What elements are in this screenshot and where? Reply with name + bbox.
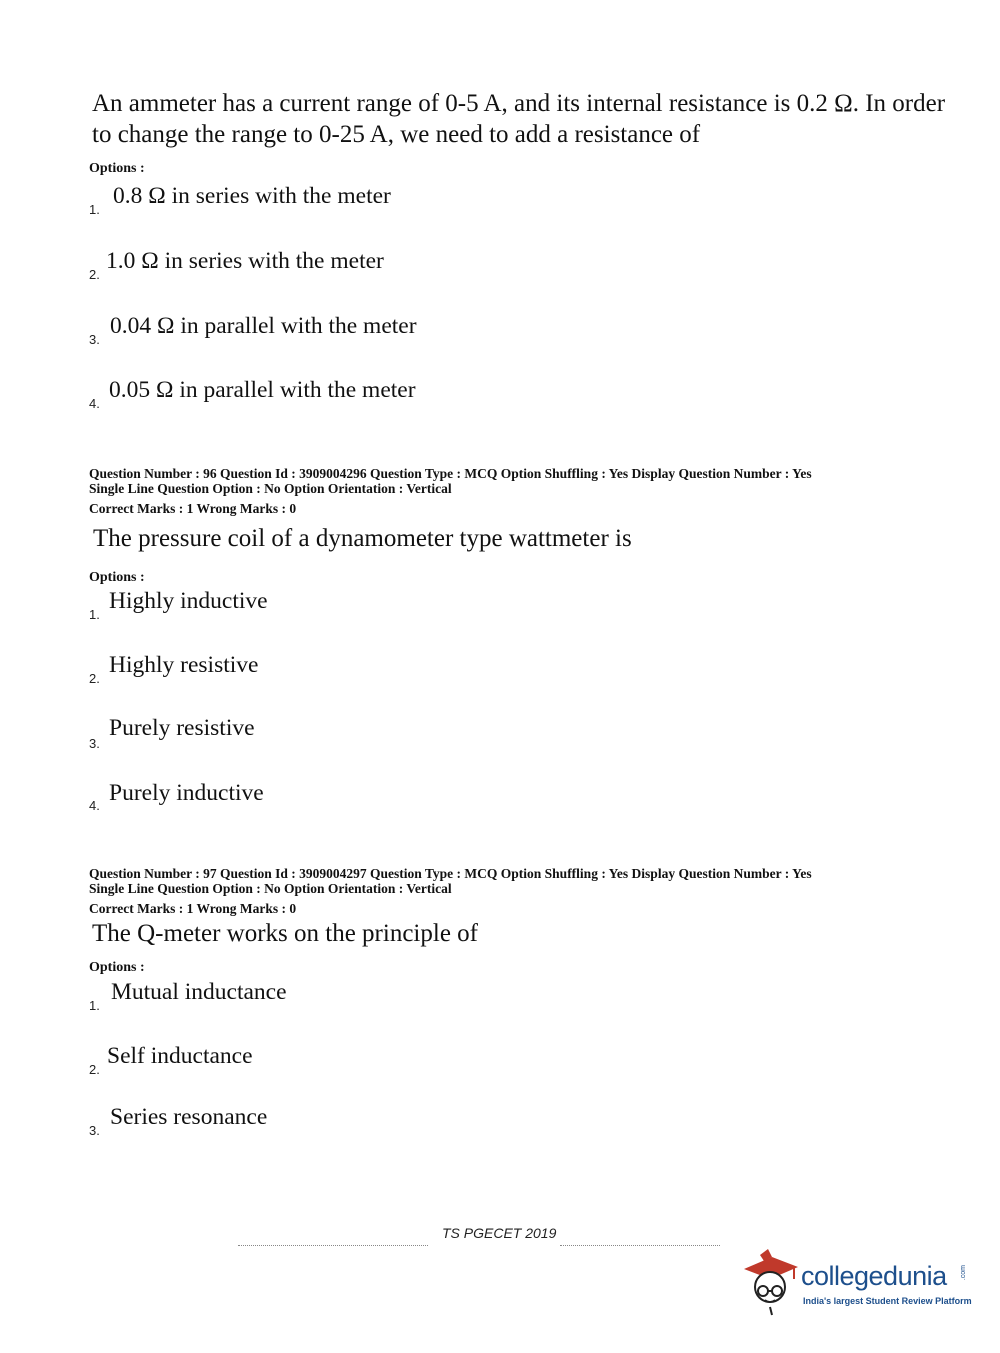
q95-option-4-number: 4.	[89, 396, 100, 411]
logo-domain: .com	[960, 1265, 967, 1281]
q96-meta	[89, 466, 812, 496]
footer-exam-name: TS PGECET 2019	[442, 1225, 557, 1241]
q96-option-3-number: 3.	[89, 736, 100, 751]
q97-option-3-text: Series resonance	[110, 1104, 268, 1130]
q97-meta-line-2: Single Line Question Option : No Option Orientation : Vertical	[89, 881, 452, 896]
q96-option-2-number: 2.	[89, 671, 100, 686]
q96-option-2-text: Highly resistive	[109, 652, 259, 678]
q96-option-3-text: Purely resistive	[109, 715, 255, 741]
q97-meta-line-1: Question Number : 97 Question Id : 3909004297 Question Type : MCQ Option Shuffling : Yes Display Question Number : Yes	[89, 866, 812, 881]
q95-option-3-text: 0.04 Ω in parallel with the meter	[110, 313, 417, 339]
q95-question-text	[92, 88, 972, 150]
logo-wordmark: collegedunia	[801, 1261, 947, 1291]
q95-options-label: Options :	[89, 161, 145, 176]
q96-marks: Correct Marks : 1 Wrong Marks : 0	[89, 501, 297, 516]
q95-option-4-text: 0.05 Ω in parallel with the meter	[109, 377, 416, 403]
q96-option-1-text: Highly inductive	[109, 588, 268, 614]
q95-option-2-number: 2.	[89, 267, 100, 282]
q96-question-text: The pressure coil of a dynamometer type wattmeter is	[93, 525, 632, 552]
q96-options-label: Options :	[89, 570, 145, 585]
footer-divider-left	[238, 1245, 428, 1246]
logo-tagline: India's largest Student Review Platform	[803, 1296, 972, 1306]
q96-option-4-number: 4.	[89, 798, 100, 813]
q95-option-2-text: 1.0 Ω in series with the meter	[106, 248, 384, 274]
footer-divider-right	[560, 1245, 720, 1246]
q95-option-1-number: 1.	[89, 202, 100, 217]
q95-option-3-number: 3.	[89, 332, 100, 347]
q95-question-line-1: An ammeter has a current range of 0-5 A, and its internal resistance is 0.2 Ω. In order	[92, 90, 946, 117]
q97-question-text: The Q-meter works on the principle of	[92, 920, 478, 947]
q97-option-1-text: Mutual inductance	[111, 979, 287, 1005]
q96-meta-line-1: Question Number : 96 Question Id : 3909004296 Question Type : MCQ Option Shuffling : Yes Display Question Number : Yes	[89, 466, 812, 481]
q97-option-3-number: 3.	[89, 1123, 100, 1138]
q96-meta-line-2: Single Line Question Option : No Option Orientation : Vertical	[89, 481, 452, 496]
q97-options-label: Options :	[89, 960, 145, 975]
collegedunia-logo[interactable]	[738, 1245, 973, 1320]
q97-option-2-text: Self inductance	[107, 1043, 253, 1069]
mascot-icon	[738, 1245, 800, 1317]
q96-option-4-text: Purely inductive	[109, 780, 264, 806]
q97-marks: Correct Marks : 1 Wrong Marks : 0	[89, 901, 297, 916]
q95-question-line-2: to change the range to 0-25 A, we need to add a resistance of	[92, 121, 701, 148]
q97-meta	[89, 866, 812, 896]
q95-option-1-text: 0.8 Ω in series with the meter	[113, 183, 391, 209]
q96-option-1-number: 1.	[89, 607, 100, 622]
q97-option-2-number: 2.	[89, 1062, 100, 1077]
q97-option-1-number: 1.	[89, 998, 100, 1013]
